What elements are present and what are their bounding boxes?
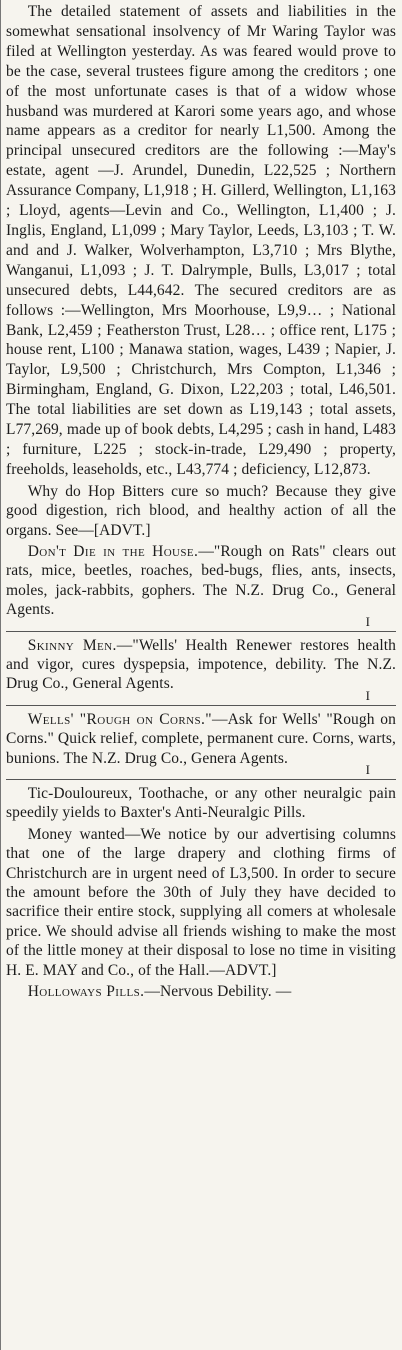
holloways-pills-heading: Holloways Pills. <box>27 983 145 1001</box>
article-main-paragraph: The detailed statement of assets and liabilities in the somewhat sensational insolvency of Mr Waring Taylor was filed at Wellington yesterday. As was feared would prove to be the case, several trustees figure among the creditors ; one of the most unfortunate cases is that of a widow whose husband was murdered at Karori some years ago, and whose name appears as a creditor for nearly L1,500. Among the principal unsecured creditors are the following :—May's estate, agent —J. Arundel, Dunedin, L22,525 ; Northern Assurance Company, L1,918 ; H. Gillerd, Wellington, L1,163 ; Lloyd, agents—Levin and Co., Wellington, L1,400 ; J. Inglis, England, L1,099 ; Mary Taylor, Leeds, L3,103 ; T. W. and and J. Walker, Wolverhampton, L3,710 ; Mrs Blythe, Wanganui, L1,093 ; J. T. Dalrymple, Bulls, L3,017 ; total unsecured debts, L44,642. The secured creditors are as follows :—Wellington, Mrs Moorhouse, L9,9… ; National Bank, L2,459 ; Featherston Trust, L28… ; office rent, L175 ; house rent, L100 ; Manawa station, wages, L439 ; Napier, J. Taylor, L9,500 ; Christchurch, Mrs Compton, L1,346 ; Birmingham, England, G. Dixon, L22,203 ; total, L46,501. The total liabilities are set down as L19,143 ; total assets, L77,269, made up of book debts, L4,295 ; cash in hand, L483 ; furniture, L225 ; stock-in-trade, L29,490 ; property, freeholds, leaseholds, etc., L43,774 ; deficiency, L12,873. <box>6 3 396 478</box>
tic-douloureux-paragraph: Tic-Douloureux, Toothache, or any other neuralgic pain speedily yields to Baxter's Anti-Neuralgic Pills. <box>6 785 396 822</box>
rough-on-rats-mark: I <box>365 613 370 629</box>
skinny-men-heading: Skinny Men. <box>27 636 117 654</box>
rough-on-corns-mark: I <box>365 762 370 778</box>
rough-on-corns-paragraph <box>6 710 396 768</box>
hop-bitters-paragraph: Why do Hop Bitters cure so much? Because they give good digestion, rich blood, and healthy action of all the organs. See—[ADVT.] <box>6 482 396 539</box>
rough-on-rats-paragraph <box>6 542 396 620</box>
skinny-men-text: —"Wells' Health Renewer restores health and vigor, cures dyspepsia, impotence, debility. The N.Z. Drug Co., General Agents. <box>6 636 397 693</box>
skinny-men-paragraph <box>6 636 396 694</box>
divider <box>6 631 396 632</box>
holloways-pills-text: —Nervous Debility. — <box>144 983 292 1001</box>
divider <box>6 705 396 706</box>
skinny-men-mark: I <box>365 687 370 703</box>
holloways-pills-paragraph <box>6 982 396 1001</box>
divider <box>6 779 396 780</box>
rough-on-corns-text: —Ask for Wells' "Rough on Corns." Quick relief, complete, permanent cure. Corns, warts, bunions. The N.Z. Drug Co., Genera Agents. <box>6 710 396 767</box>
money-wanted-paragraph: Money wanted—We notice by our advertising columns that one of the large drapery and clothing firms of Christchurch are in urgent need of L3,500. In order to secure the amount before the 30th of July they have decided to sacrifice their entire stock, supplying all comers at wholesale price. We should advise all friends wishing to make the most of the little money at their disposal to lose no time in visiting H. E. MAY and Co., of the Hall.—ADVT.] <box>6 825 396 979</box>
rough-on-rats-heading: Don't Die in the House. <box>27 542 199 560</box>
rough-on-corns-heading: Wells' "Rough on Corns." <box>27 710 212 728</box>
rough-on-rats-text: —"Rough on Rats" clears out rats, mice, beetles, roaches, bed-bugs, flies, ants, insects, moles, jack-rabbits, gophers. The N.Z. Drug Co., General Agents. <box>6 542 396 619</box>
